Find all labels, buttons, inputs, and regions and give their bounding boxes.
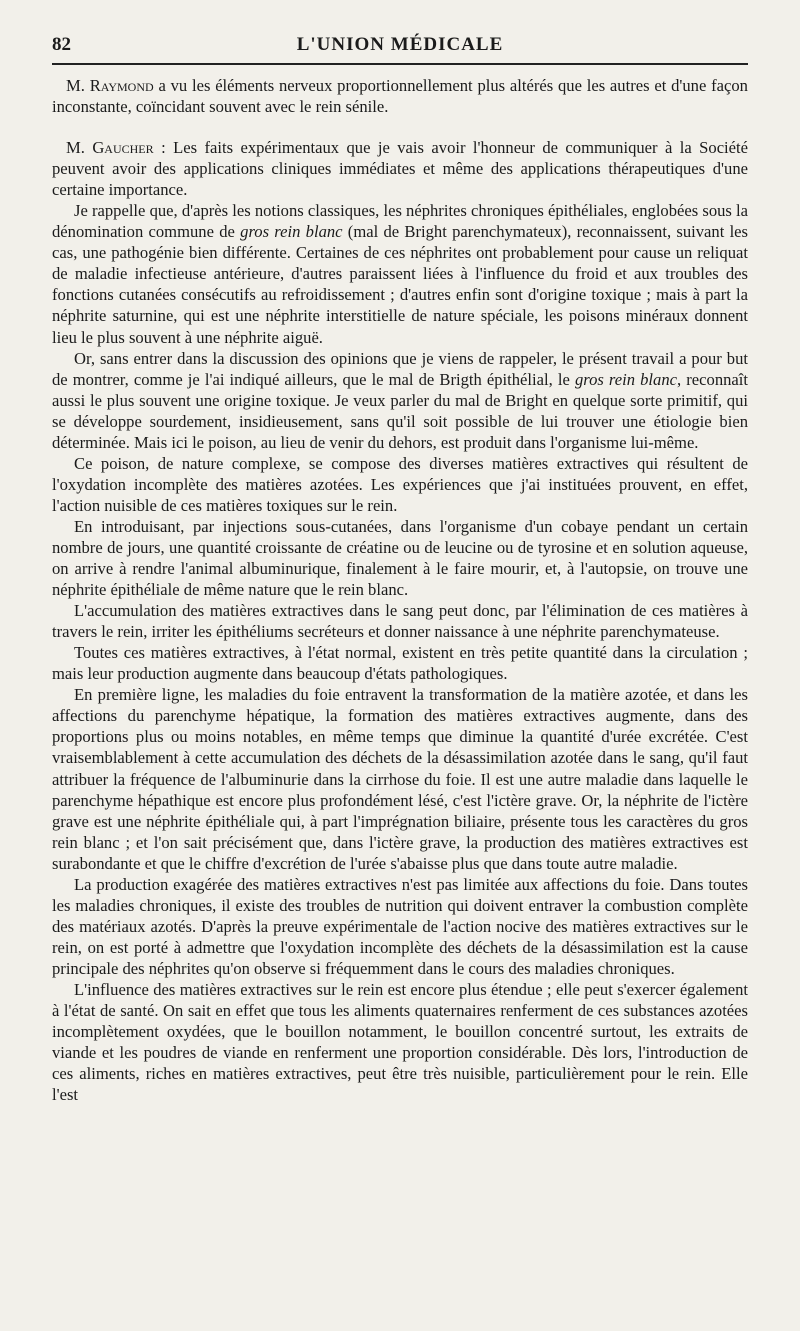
paragraph-text: Je rappelle que, d'après les notions classiques, les néphrites chroniques épithéliales, englobées sous la dénomination commune de [52,201,748,242]
page-number: 82 [52,34,71,55]
paragraph: La production exagérée des matières extractives n'est pas limitée aux affections du foie. Dans toutes les maladies chroniques, il existe des troubles de nutrition qui doivent entraver la combustion complète des matériaux azotés. D'après la preuve expérimentale de l'action nocive des matières extractives sur le rein, on est porté à admettre que l'oxydation incomplète des déchets de la désassimilation est la cause principale des néphrites qu'on observe si fréquemment dans le cours des maladies chroniques. [52,874,748,978]
journal-title: L'UNION MÉDICALE [296,34,504,55]
paragraph [52,348,748,453]
speaker-name: M. Gaucher [66,138,154,158]
paragraph: En première ligne, les maladies du foie entravent la transformation de la matière azotée, et dans les affections du parenchyme hépatique, la formation des matières extractives augmente, dans des proportions plus ou moins notables, en même temps que diminue la quantité d'urée excrétée. C'est vraisemblablement à cette accumulation des déchets de la désassimilation azotée dans le sang, qu'il faut attribuer la fréquence de l'albuminurie dans la cirrhose du foie. Il est une autre maladie dans laquelle le parenchyme hépathique est encore plus profondément lésé, c'est l'ictère grave. Or, la néphrite de l'ictère grave est une néphrite épithéliale qui, à part l'imprégnation biliaire, présente tous les caractères du gros rein blanc ; et l'on sait précisément que, dans l'ictère grave, la production des matières extractives est surabondante et que le chiffre d'excrétion de l'urée s'abaisse plus que dans toute autre maladie. [52,685,748,873]
paragraph-text: Or, sans entrer dans la discussion des opinions que je viens de rappeler, le présent travail a pour but de montrer, comme je l'ai indiqué ailleurs, que le mal de Brigth épithélial, le [52,348,748,389]
header-rule [52,63,748,65]
paragraph [52,200,748,347]
article-body [52,75,748,1105]
paragraph-gaucher [52,137,748,200]
paragraph: L'accumulation des matières extractives dans le sang peut donc, par l'élimination de ces matières à travers le rein, irriter les épithéliums secréteurs et donner naissance à une néphrite parenchymateuse. [52,601,748,642]
paragraph: L'influence des matières extractives sur le rein est encore plus étendue ; elle peut s'exercer également à l'état de santé. On sait en effet que tous les aliments quaternaires renferment de ces substances azotées incomplètement oxydées, que le bouillon notamment, le bouillon concentré surtout, les extraits de viande et les poudres de viande en renferment une proportion considérable. Dès lors, l'introduction de ces aliments, riches en matières extractives, peut être très nuisible, particulièrement pour le rein. Elle l'est [52,979,748,1105]
paragraph-text: a vu les éléments nerveux proportionnellement plus altérés que les autres et d'une façon inconstante, coïncidant souvent avec le rein sénile. [52,76,748,117]
paragraph-text: , reconnaît aussi le plus souvent une origine toxique. Je veux parler du mal de Bright en quelque sorte primitif, qui se développe sourdement, insidieusement, sans qu'il soit possible de lui trouver une étiologie bien déterminée. Mais ici le poison, au lieu de venir du dehors, est produit dans l'organisme lui-même. [52,369,748,452]
paragraph-text: : Les faits expérimentaux que je vais avoir l'honneur de communiquer à la Société peuvent avoir des applications cliniques immédiates et même des applications thérapeutiques d'une certaine importance. [52,138,749,200]
italic-term: gros rein blanc [240,222,343,242]
paragraph: Ce poison, de nature complexe, se compose des diverses matières extractives qui résultent de l'oxydation incomplète des matières azotées. Les expériences que j'ai instituées prouvent, en effet, l'action nuisible de ces matières toxiques sur le rein. [52,453,748,515]
italic-term: gros rein blanc [574,369,678,389]
paragraph: Toutes ces matières extractives, à l'état normal, existent en très petite quantité dans la circulation ; mais leur production augmente dans beaucoup d'états pathologiques. [52,643,748,684]
paragraph: En introduisant, par injections sous-cutanées, dans l'organisme d'un cobaye pendant un certain nombre de jours, une quantité croissante de créatine ou de leucine ou de tyrosine et en solution aqueuse, on arrive à rendre l'animal albuminurique, finalement à le faire mourir, et, à l'autopsie, on trouve une néphrite épithéliale de même nature que le rein blanc. [52,516,748,600]
running-header [52,30,748,60]
paragraph-raymond [52,75,748,117]
speaker-name: M. Raymond [66,76,154,95]
paragraph-text: (mal de Bright parenchymateux), reconnaissent, suivant les cas, une pathogénie bien différente. Certaines de ces néphrites ont probablement pour cause un reliquat de maladie infectieuse antérieure, d'autres paraissent liées à l'influence du froid et aux troubles des fonctions cutanées consécutifs au refroidissement ; d'autres enfin sont d'origine toxique ; mais à part la néphrite saturnine, qui est une néphrite interstitielle de nature spéciale, les poisons minéraux donnent lieu le plus souvent à une néphrite aiguë. [52,222,749,347]
